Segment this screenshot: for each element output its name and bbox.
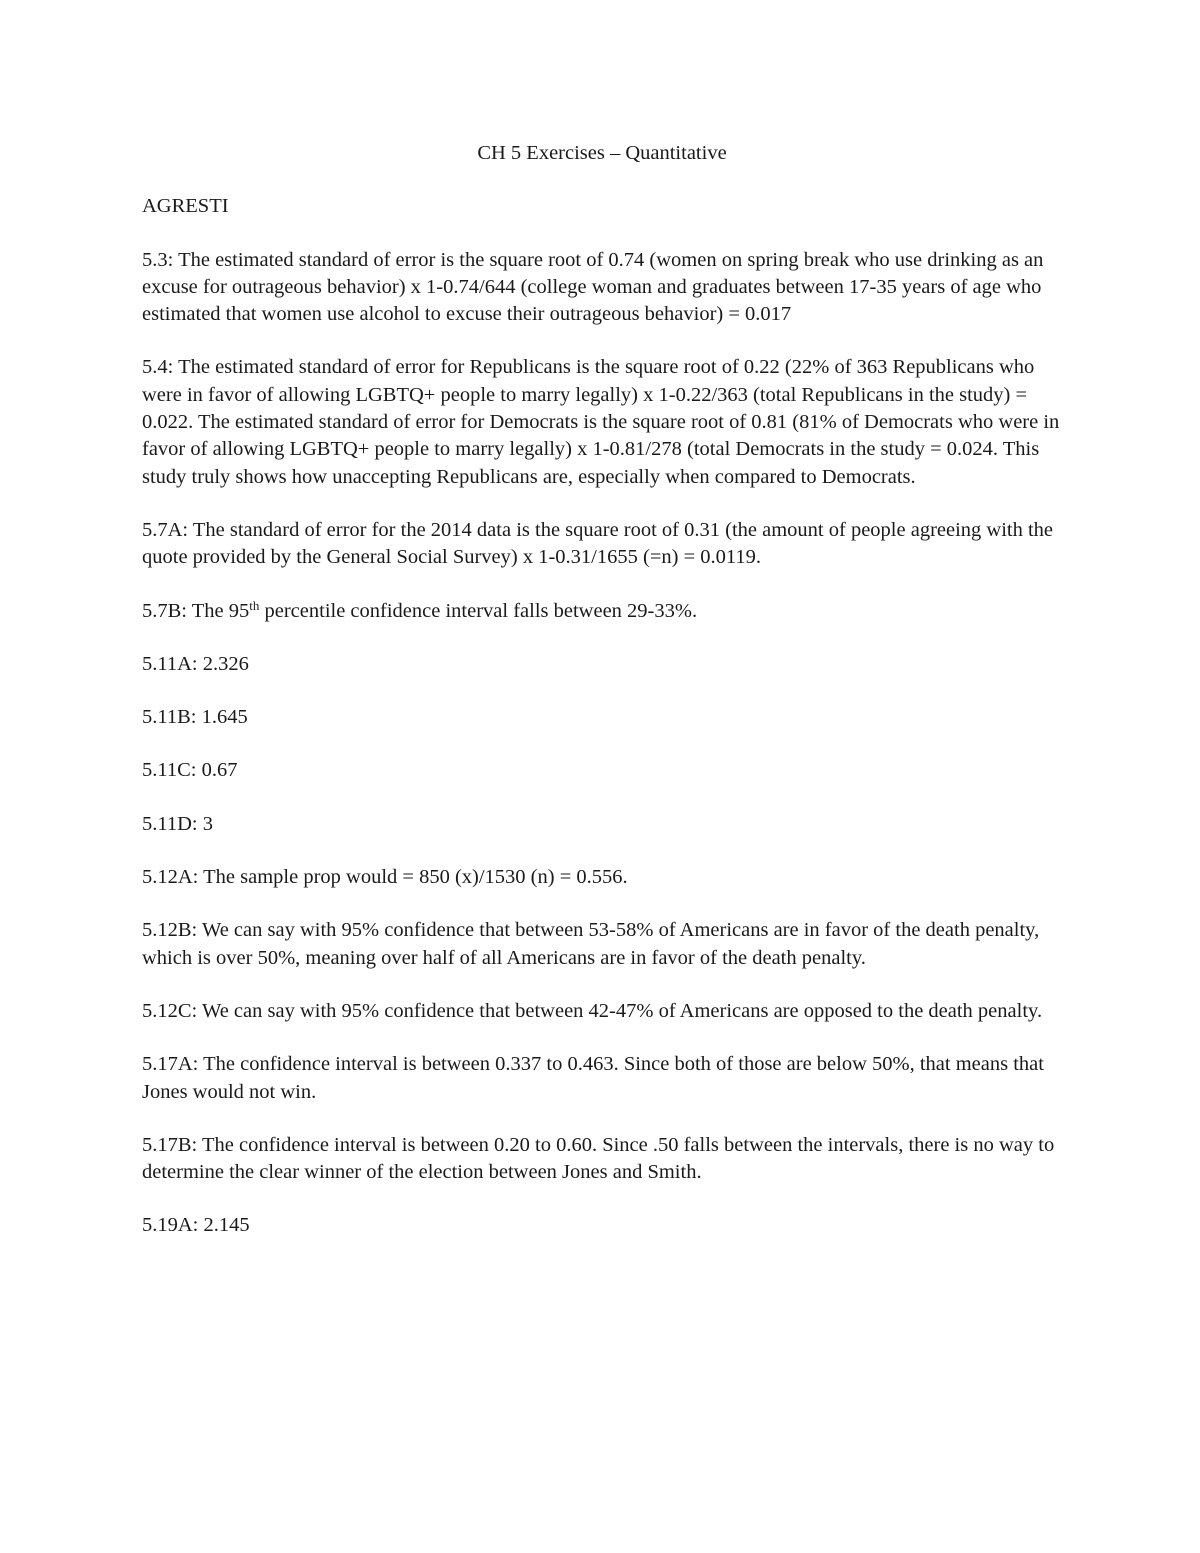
section-heading: AGRESTI: [142, 195, 229, 218]
answer-5-7b: [142, 598, 1062, 625]
answer-5-11b: 5.11B: 1.645: [142, 706, 248, 729]
answer-5-11a: 5.11A: 2.326: [142, 652, 249, 675]
ordinal-superscript: th: [249, 597, 260, 613]
answer-5-12b: 5.12B: We can say with 95% confidence that between 53-58% of Americans are in favor of the death penalty, which is over 50%, meaning over half of all Americans are in favor of the death penalty.: [142, 919, 1040, 969]
answer-5-7b-end: percentile confidence interval falls between 29-33%.: [259, 599, 698, 622]
answer-5-11c: 5.11C: 0.67: [142, 759, 238, 782]
answer-5-12a: 5.12A: The sample prop would = 850 (x)/1530 (n) = 0.556.: [142, 866, 628, 889]
answer-5-17a: 5.17A: The confidence interval is between 0.337 to 0.463. Since both of those are below 50%, that means that Jones would not win.: [142, 1053, 1044, 1103]
document-title: CH 5 Exercises – Quantitative: [477, 142, 727, 164]
answer-5-7b-start: 5.7B: The 95: [142, 599, 250, 622]
answer-5-3: 5.3: The estimated standard of error is the square root of 0.74 (women on spring break who use drinking as an excuse for outrageous behavior) x 1-0.74/644 (college woman and graduates between 17-35 years of age who estimated that women use alcohol to excuse their outrageous behavior) = 0.017: [142, 248, 1044, 326]
answer-5-7a: 5.7A: The standard of error for the 2014 data is the square root of 0.31 (the amount of people agreeing with the quote provided by the General Social Survey) x 1-0.31/1655 (=n) = 0.0119.: [142, 518, 1054, 569]
answer-5-19a: 5.19A: 2.145: [142, 1214, 250, 1237]
answer-5-11d: 5.11D: 3: [142, 812, 213, 835]
answer-5-4: 5.4: The estimated standard of error for Republicans is the square root of 0.22 (22% of 363 Republicans who were in favor of allowing LGBTQ+ people to marry legally) x 1-0.22/363 (total Republicans in the study) = 0.022. The estimated standard of error for Democrats is the square root of 0.81 (81% of Democrats who were in favor of allowing LGBTQ+ people to marry legally) x 1-0.81/278 (total Democrats in the study = 0.024. This study truly shows how unaccepting Republicans are, especially when compared to Democrats.: [142, 356, 1060, 488]
answer-5-12c: 5.12C: We can say with 95% confidence that between 42-47% of Americans are opposed to the death penalty.: [142, 999, 1043, 1022]
document-page: [142, 140, 1062, 1266]
answer-5-17b: 5.17B: The confidence interval is between 0.20 to 0.60. Since .50 falls between the intervals, there is no way to determine the clear winner of the election between Jones and Smith.: [142, 1133, 1055, 1184]
